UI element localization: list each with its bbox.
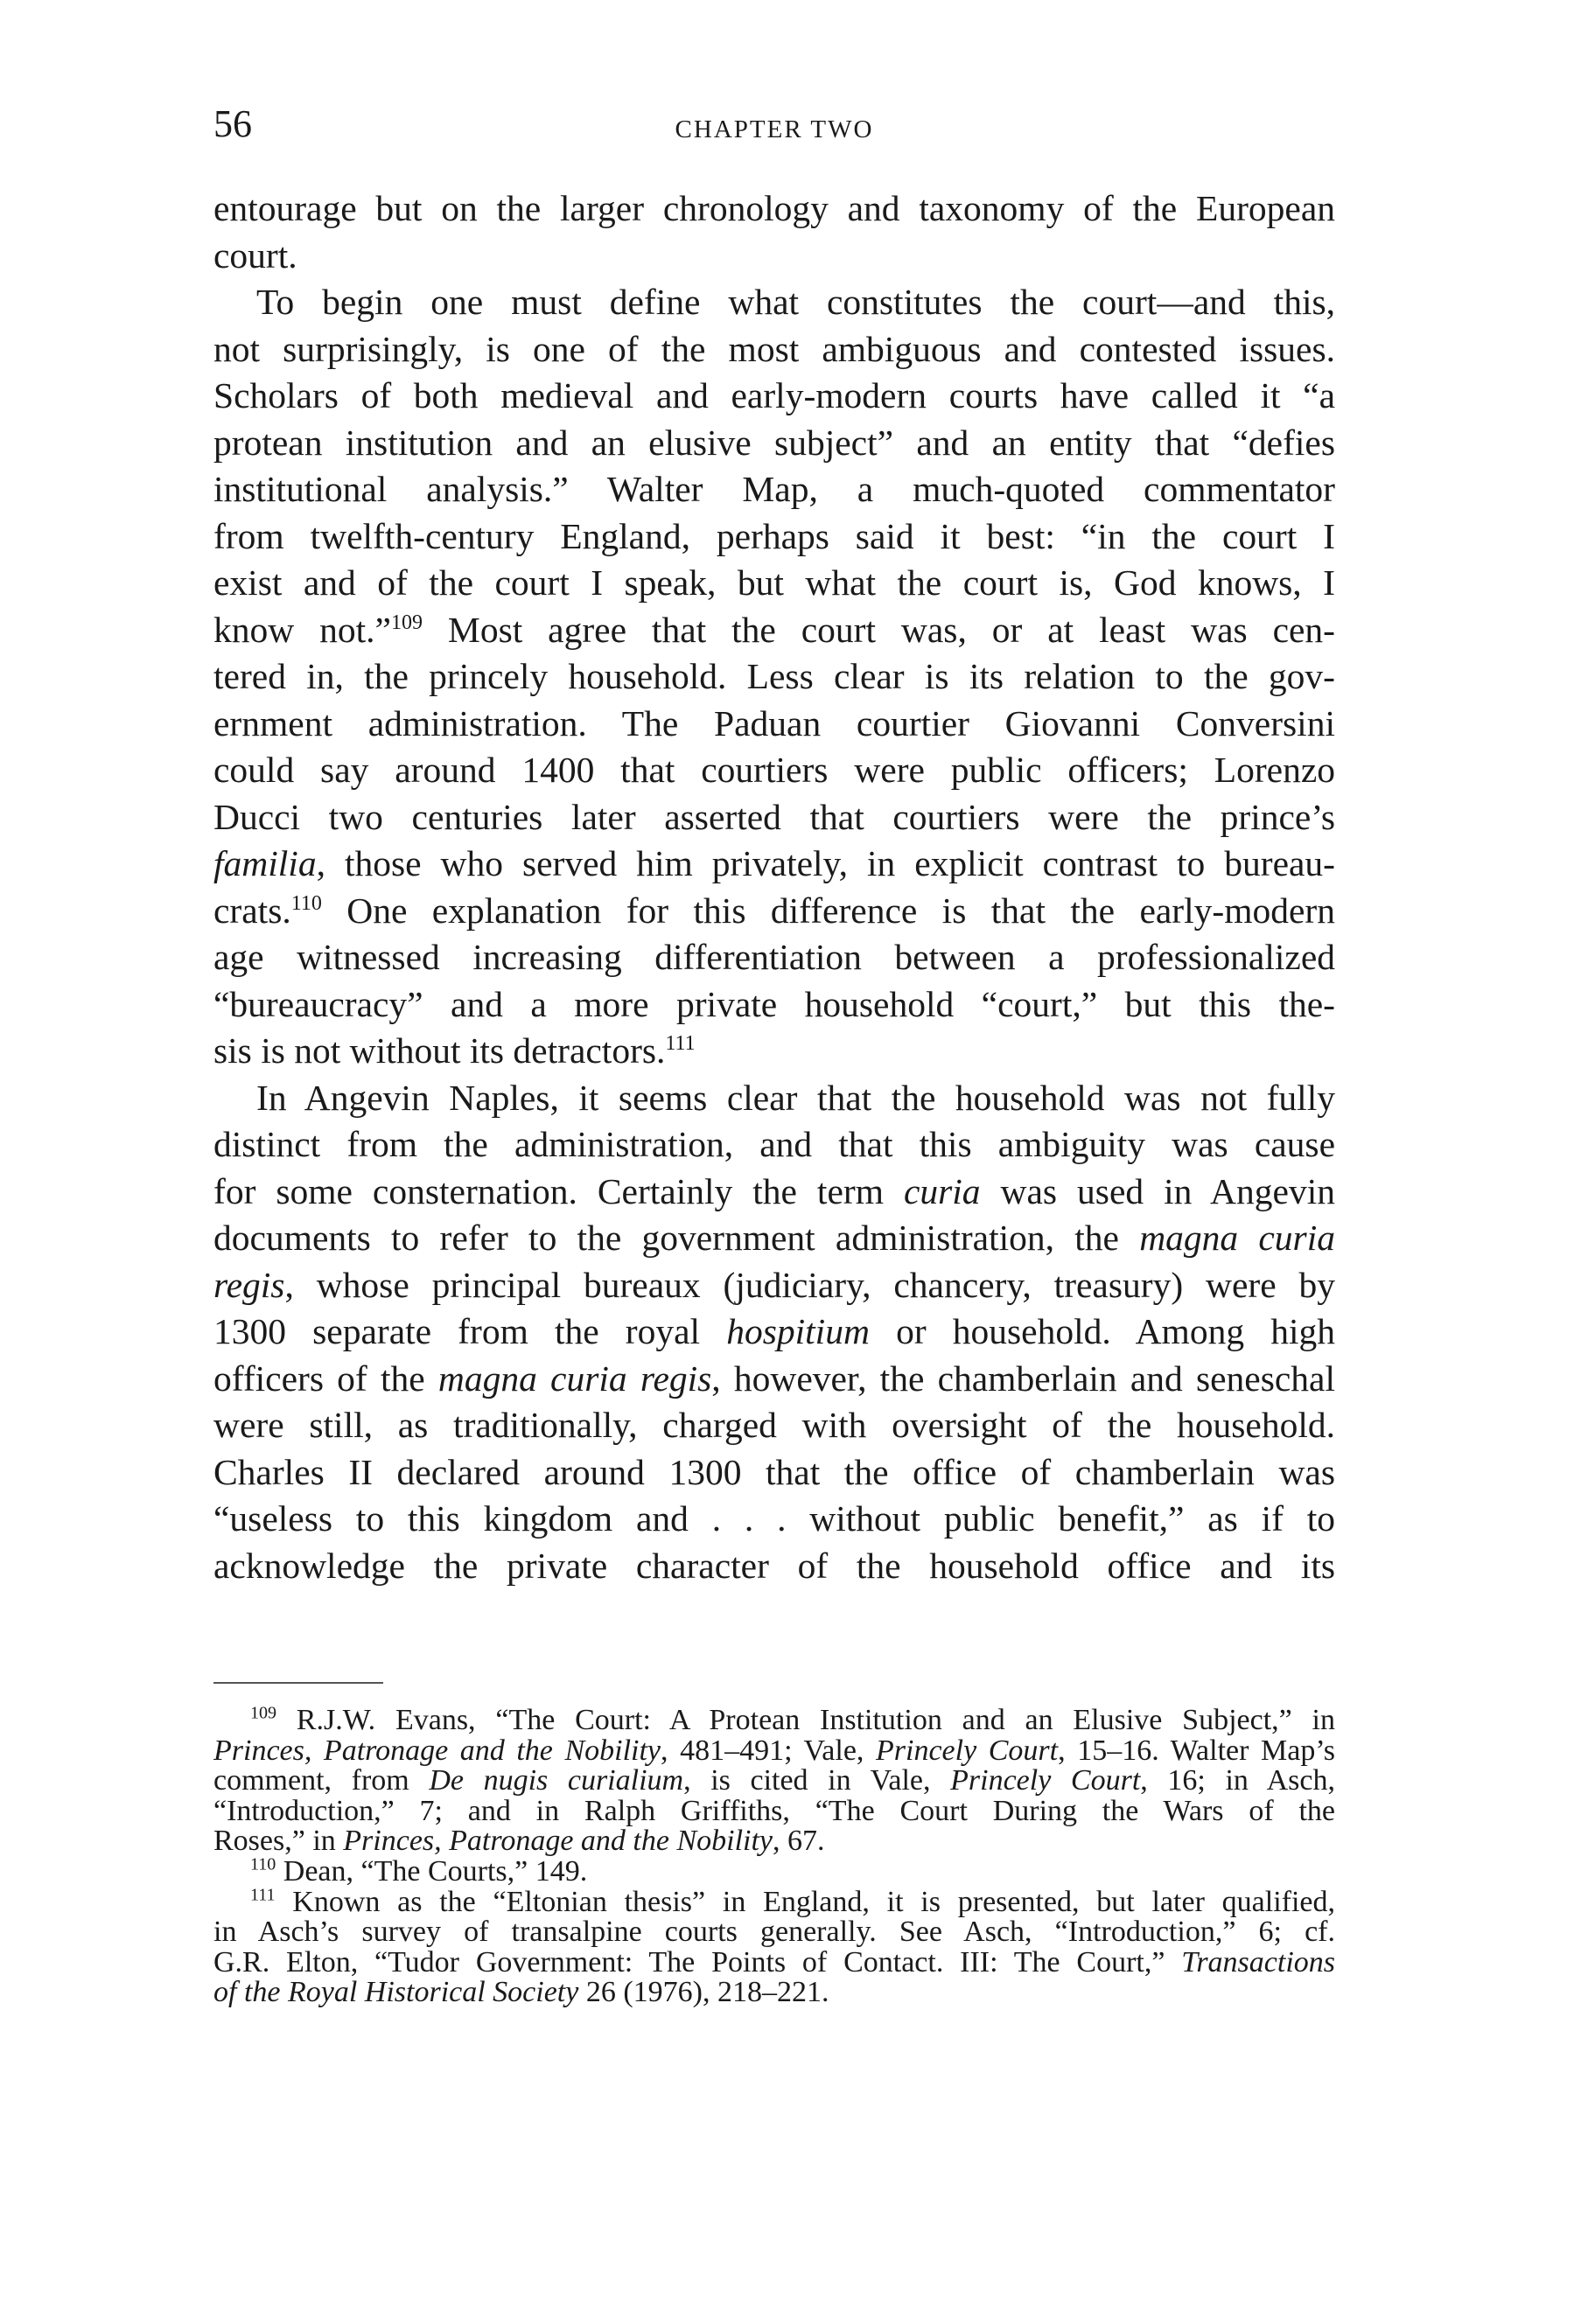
- footnote-number-111: 111: [250, 1885, 276, 1905]
- text-run: for some consternation. Certainly the term: [213, 1170, 904, 1211]
- text-run: was used in Angevin: [980, 1170, 1335, 1211]
- text-line: age witnessed increasing differentiation between a professionalized: [213, 937, 1335, 977]
- text-line: acknowledge the private character of the household office and its: [213, 1545, 1335, 1586]
- footnote-line: [213, 1945, 1335, 1979]
- text-line: ernment administration. The Paduan courtier Giovanni Conversini: [213, 702, 1335, 743]
- text-line: [213, 1215, 1335, 1262]
- text-run: 26 (1976), 218–221.: [578, 1976, 829, 2009]
- italic-term: magna curia: [1139, 1218, 1335, 1258]
- footnote-line: [213, 1703, 1335, 1736]
- italic-term: familia: [213, 843, 317, 883]
- italic-title: Transactions: [1181, 1945, 1335, 1979]
- text-line: tered in, the princely household. Less clear is its relation to the gov-: [213, 656, 1335, 696]
- footnote-line: “Introduction,” 7; and in Ralph Griffiths, “The Court During the Wars of the: [213, 1794, 1335, 1827]
- text-line: protean institution and an elusive subject” and an entity that “defies: [213, 422, 1335, 463]
- text-line: were still, as traditionally, charged with oversight of the household.: [213, 1405, 1335, 1445]
- footnote-ref-111: 111: [665, 1032, 696, 1056]
- text-run: comment, from: [213, 1764, 430, 1797]
- text-run: G.R. Elton, “Tudor Government: The Points of Contact. III: The Court,”: [213, 1945, 1182, 1979]
- footnote-ref-109: 109: [390, 611, 423, 634]
- italic-title: Princely Court: [876, 1734, 1059, 1767]
- footnote-line: [213, 1766, 1335, 1797]
- text-run: , whose principal bureaux (judiciary, chancery, treasury) were by: [284, 1264, 1335, 1305]
- italic-term: hospitium: [726, 1311, 870, 1351]
- text-run: Known as the “Eltonian thesis” in England, it is presented, but later qualified,: [275, 1885, 1335, 1918]
- text-line: could say around 1400 that courtiers were public officers; Lorenzo: [213, 750, 1335, 790]
- text-run: Most agree that the court was, or at least was cen-: [422, 609, 1336, 650]
- text-line: [213, 1356, 1335, 1403]
- text-line: “bureaucracy” and a more private household “court,” but this the-: [213, 983, 1335, 1024]
- text-run: know not.”: [213, 609, 391, 650]
- text-run: 1300 separate from the royal: [213, 1311, 727, 1351]
- text-run: One explanation for this difference is that the early-modern: [321, 890, 1335, 931]
- footnote-ref-110: 110: [290, 891, 322, 915]
- text-run: , 67.: [773, 1825, 825, 1858]
- footnote-line: [213, 1854, 1335, 1888]
- text-line: [213, 888, 1335, 935]
- text-run: Roses,” in: [213, 1825, 344, 1858]
- text-run: documents to refer to the government administration, the: [213, 1218, 1140, 1258]
- italic-title: Princes, Patronage and the Nobility: [343, 1825, 773, 1858]
- text-run: , 15–16. Walter Map’s: [1058, 1734, 1336, 1767]
- text-run: R.J.W. Evans, “The Court: A Protean Institution and an Elusive Subject,” in: [276, 1704, 1335, 1736]
- text-line: [213, 607, 1335, 654]
- italic-term: magna curia regis: [437, 1357, 712, 1399]
- text-run: , those who served him privately, in explicit contrast to bureau-: [316, 843, 1335, 883]
- footnote-line: in Asch’s survey of transalpine courts generally. See Asch, “Introduction,” 6; cf.: [213, 1916, 1335, 1949]
- italic-title: of the Royal Historical Society: [213, 1976, 579, 2009]
- italic-title: Princely Court: [950, 1764, 1141, 1797]
- text-run: , is cited in Vale,: [683, 1764, 951, 1797]
- text-run: sis is not without its detractors.: [213, 1030, 666, 1071]
- footnote-number-109: 109: [250, 1703, 276, 1723]
- footnote-line: [213, 1885, 1335, 1918]
- text-line: [213, 1309, 1335, 1356]
- text-line: [213, 1028, 1335, 1075]
- page-number: 56: [213, 102, 252, 145]
- text-run: crats.: [213, 890, 291, 931]
- chapter-title: CHAPTER TWO: [675, 115, 874, 143]
- text-run: , 481–491; Vale,: [661, 1734, 877, 1767]
- text-run: officers of the: [213, 1357, 438, 1399]
- body-text: [213, 185, 1335, 1589]
- text-run: , however, the chamberlain and seneschal: [711, 1357, 1335, 1399]
- text-run: or household. Among high: [869, 1311, 1335, 1351]
- text-line: To begin one must define what constitutes the court—and this,: [256, 282, 1335, 322]
- text-line: distinct from the administration, and that this ambiguity was cause: [213, 1124, 1335, 1164]
- italic-term: curia: [903, 1170, 981, 1211]
- text-line: [213, 841, 1335, 888]
- text-line: not surprisingly, is one of the most ambiguous and contested issues.: [213, 328, 1335, 369]
- text-line: exist and of the court I speak, but what the court is, God knows, I: [213, 562, 1335, 603]
- footnote-divider: [213, 1682, 383, 1684]
- text-run: , 16; in Asch,: [1140, 1764, 1335, 1797]
- footnote-number-110: 110: [250, 1854, 276, 1874]
- italic-title: De nugis curialium: [429, 1764, 684, 1797]
- footnotes: [213, 1703, 1336, 2009]
- italic-term: regis: [213, 1264, 285, 1305]
- text-line: court.: [213, 234, 297, 276]
- footnote-line: [213, 1826, 1335, 1857]
- text-line: Charles II declared around 1300 that the office of chamberlain was: [213, 1451, 1335, 1492]
- text-run: Dean, “The Courts,” 149.: [276, 1854, 588, 1888]
- running-head: [213, 98, 1335, 150]
- text-line: Ducci two centuries later asserted that courtiers were the prince’s: [213, 796, 1335, 837]
- text-line: entourage but on the larger chronology and taxonomy of the European: [213, 188, 1335, 228]
- italic-title: Princes, Patronage and the Nobility: [213, 1734, 661, 1767]
- text-line: [213, 1262, 1335, 1309]
- text-line: [213, 1169, 1335, 1216]
- footnote-line: [213, 1978, 1335, 2008]
- text-line: “useless to this kingdom and . . . without public benefit,” as if to: [213, 1498, 1335, 1539]
- text-line: institutional analysis.” Walter Map, a much-quoted commentator: [213, 469, 1335, 509]
- text-line: from twelfth-century England, perhaps said it best: “in the court I: [213, 515, 1335, 556]
- text-line: Scholars of both medieval and early-modern courts have called it “a: [213, 375, 1335, 415]
- text-line: In Angevin Naples, it seems clear that the household was not fully: [256, 1077, 1335, 1118]
- footnote-line: [213, 1736, 1335, 1767]
